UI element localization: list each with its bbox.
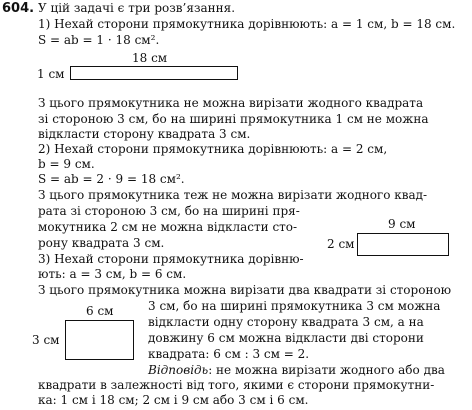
- case1-line2: S = ab = 1 · 18 см².: [38, 33, 160, 47]
- case2-line1: 2) Нехай сторони прямокутника дорівнюють: a = 2 см,: [38, 142, 388, 156]
- case3-line2: ють: a = 3 см, b = 6 см.: [38, 267, 187, 281]
- case1-figure-side-label: 1 см: [37, 67, 65, 81]
- case3-conclusion-first: З цього прямокутника можна вирізати два квадрати зі стороною: [38, 283, 452, 297]
- case1-line1: 1) Нехай сторони прямокутника дорівнюють: a = 1 см, b = 18 см.: [38, 17, 456, 31]
- answer-line2: квадрати в залежності від того, якими є сторони прямокутни-: [38, 378, 435, 392]
- answer-line3: ка: 1 см і 18 см; 2 см і 9 см або 3 см і 6 см.: [38, 393, 309, 407]
- case3-conclusion-line4: довжину 6 см можна відкласти дві сторони: [148, 331, 424, 345]
- case3-figure-top-label: 6 см: [86, 304, 114, 318]
- problem-intro: У цій задачі є три розв’язання.: [38, 1, 236, 15]
- case2-line2: b = 9 см.: [38, 157, 95, 171]
- case3-conclusion-line5: квадрата: 6 см : 3 см = 2.: [148, 347, 310, 361]
- case3-conclusion-line3: відкласти одну сторону квадрата 3 см, а на: [148, 315, 424, 329]
- case1-conclusion-line1: З цього прямокутника не можна вирізати жодного квадрата: [38, 96, 424, 110]
- answer-label: Відповідь: [148, 363, 209, 377]
- case2-rectangle: [357, 233, 449, 256]
- case1-figure-top-label: 18 см: [132, 51, 168, 65]
- case3-line1: 3) Нехай сторони прямокутника дорівню-: [38, 252, 304, 266]
- case2-conclusion-line1: З цього прямокутника теж не можна вирізати жодного квад-: [38, 188, 428, 202]
- case1-conclusion-line2: зі стороною 3 см, бо на ширині прямокутника 1 см не можна: [38, 112, 429, 126]
- case3-figure-side-label: 3 см: [32, 333, 60, 347]
- case2-figure-side-label: 2 см: [327, 237, 355, 251]
- case3-conclusion-line2: 3 см, бо на ширині прямокутника 3 см можна: [148, 299, 441, 313]
- case2-conclusion-line3: мокутника 2 см не можна відкласти сто-: [38, 220, 298, 234]
- case1-rectangle: [70, 66, 238, 80]
- case3-rectangle: [65, 320, 134, 360]
- answer-line1: : не можна вирізати жодного або два: [208, 363, 445, 377]
- problem-number: 604.: [2, 1, 35, 16]
- case2-conclusion-line2: рата зі стороною 3 см, бо на ширині пря-: [38, 204, 300, 218]
- case2-conclusion-line4: рону квадрата 3 см.: [38, 236, 165, 250]
- case2-figure-top-label: 9 см: [388, 217, 416, 231]
- case1-conclusion-line3: відкласти сторону квадрата 3 см.: [38, 127, 251, 141]
- case2-line3: S = ab = 2 · 9 = 18 см².: [38, 172, 185, 186]
- answer-first-line: [148, 364, 445, 377]
